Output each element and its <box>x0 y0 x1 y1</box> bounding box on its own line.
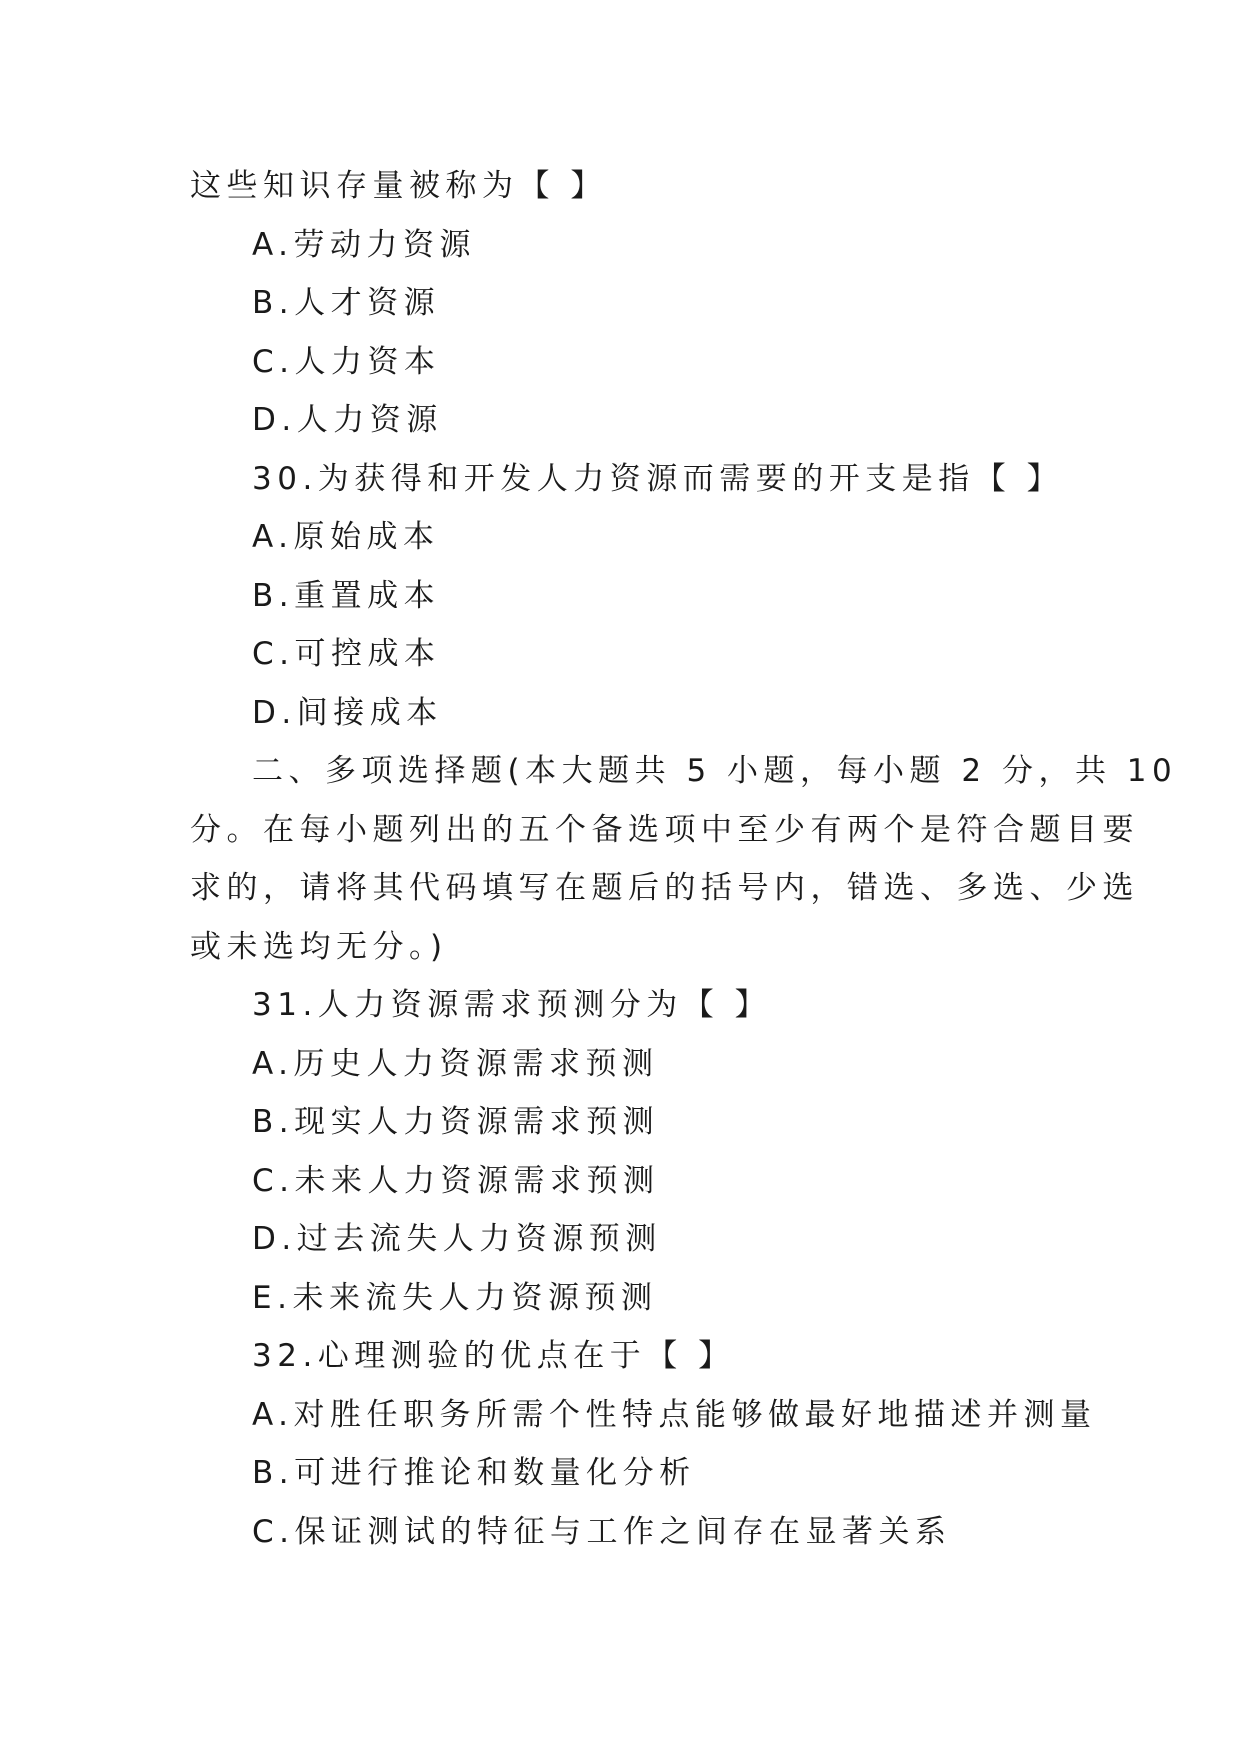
section-heading: 二、多项选择题(本大题共 5 小题，每小题 2 分，共 10 <box>252 753 1178 789</box>
option-a-line: A.原始成本 <box>252 519 440 555</box>
option-c-line: C.人力资本 <box>252 343 441 380</box>
option-c-line: C.可控成本 <box>252 636 441 672</box>
question-32: 32.心理测验的优点在于【 】 <box>252 1338 735 1374</box>
section-instructions-line: 或未选均无分。) <box>190 928 448 965</box>
question-31: 31.人力资源需求预测分为【 】 <box>252 987 772 1023</box>
document-body <box>190 157 1178 1561</box>
section-instructions-line: 分。在每小题列出的五个备选项中至少有两个是符合题目要 <box>190 811 1139 848</box>
option-b-line: B.可进行推论和数量化分析 <box>252 1455 696 1491</box>
option-d-line: D.过去流失人力资源预测 <box>252 1221 662 1257</box>
option-c-line: C.保证测试的特征与工作之间存在显著关系 <box>252 1513 952 1550</box>
option-a-line: A.历史人力资源需求预测 <box>252 1045 659 1082</box>
section-instructions-line: 求的，请将其代码填写在题后的括号内，错选、多选、少选 <box>190 870 1139 906</box>
option-d-line: D.间接成本 <box>252 694 443 731</box>
option-d-line: D.人力资源 <box>252 402 443 438</box>
text-line-1: 这些知识存量被称为【 】 <box>190 168 607 204</box>
option-c-line: C.未来人力资源需求预测 <box>252 1162 660 1199</box>
question-30: 30.为获得和开发人力资源而需要的开支是指【 】 <box>252 460 1064 497</box>
option-e-line: E.未来流失人力资源预测 <box>252 1279 658 1316</box>
option-b-line: B.人才资源 <box>252 285 441 321</box>
option-a-line: A.劳动力资源 <box>252 226 477 263</box>
option-b-line: B.现实人力资源需求预测 <box>252 1104 660 1140</box>
option-b-line: B.重置成本 <box>252 577 441 614</box>
option-a-line: A.对胜任职务所需个性特点能够做最好地描述并测量 <box>252 1396 1097 1433</box>
